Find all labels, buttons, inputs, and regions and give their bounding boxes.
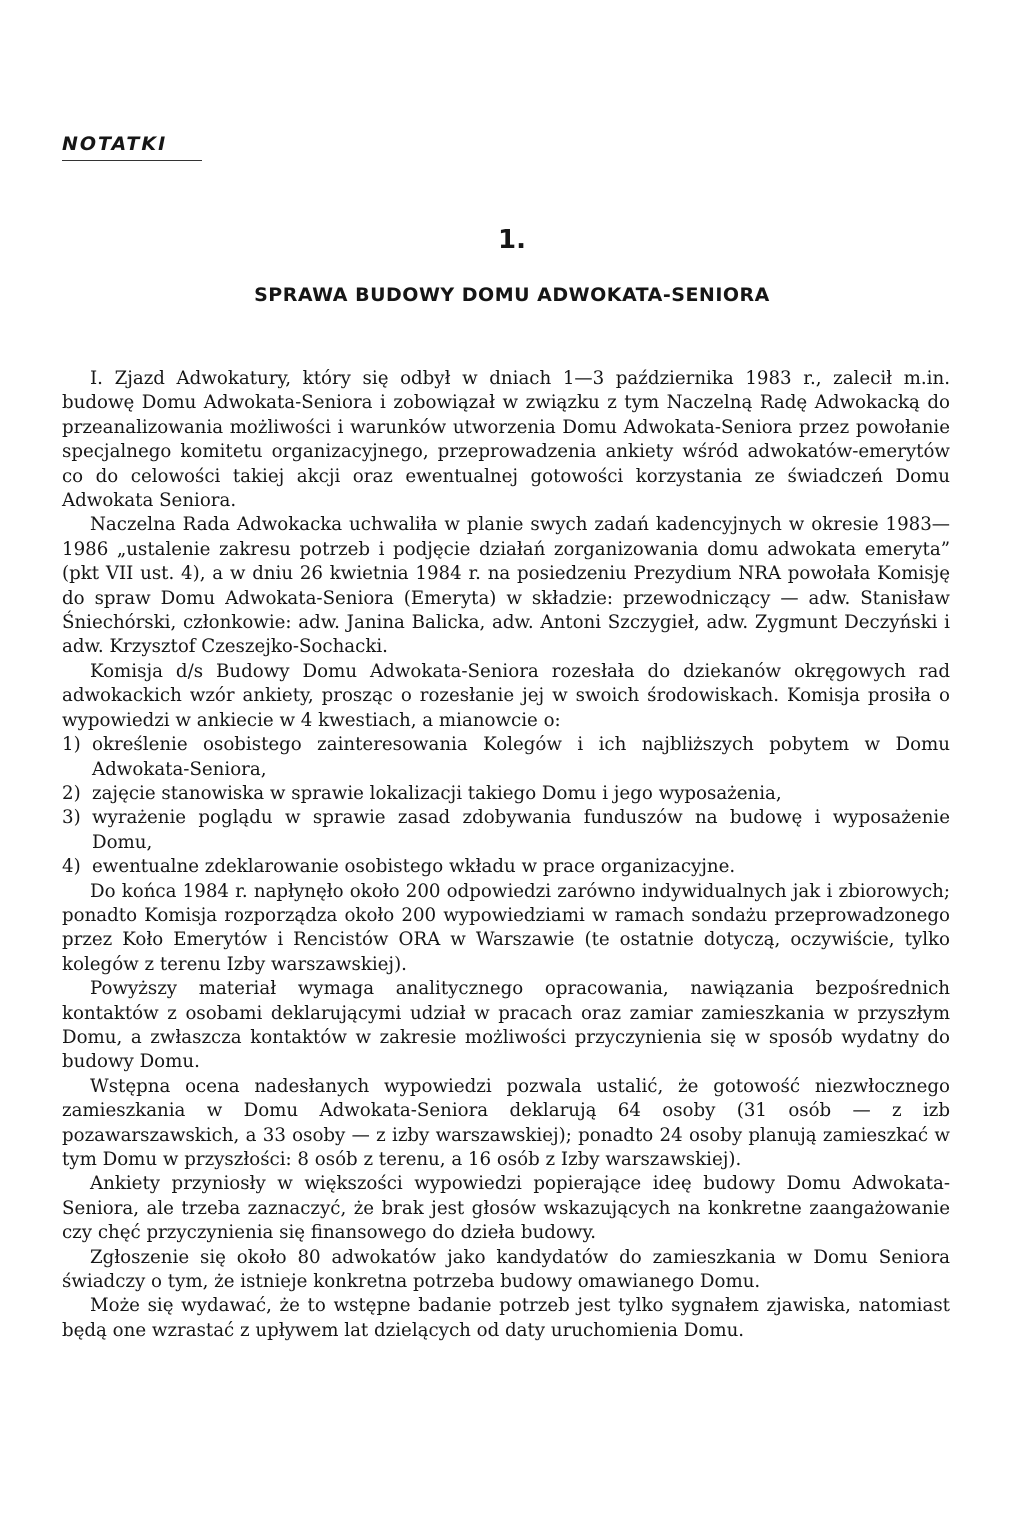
list-item-number: 3) xyxy=(62,807,81,829)
paragraph: Do końca 1984 r. napłynęło około 200 odpowiedzi zarówno indywidualnych jak i zbiorowych; ponadto Komisja rozporządza około 200 wypowiedziami w ramach sondażu przeprowadzonego przez Koło Emerytów i Rencistów ORA w Warszawie (te ostatnie dotyczą, oczywiście, tylko kolegów z terenu Izby warszawskiej). xyxy=(62,880,950,975)
list-item-text: ewentualne zdeklarowanie osobistego wkładu w prace organizacyjne. xyxy=(92,856,736,878)
paragraph: Ankiety przyniosły w większości wypowiedzi popierające ideę budowy Domu Adwokata-Seniora, ale trzeba zaznaczyć, że brak jest głosów wskazujących na konkretne zaangażowanie czy chęć przyczynienia się finansowego do dzieła budowy. xyxy=(62,1173,950,1244)
list-item xyxy=(62,733,950,782)
article-body xyxy=(62,367,950,1343)
list-item xyxy=(62,855,950,879)
section-header: NOTATKI xyxy=(62,133,168,155)
list-item xyxy=(62,782,950,806)
list-item-number: 1) xyxy=(62,734,81,756)
header-underline xyxy=(62,160,202,161)
paragraph: Naczelna Rada Adwokacka uchwaliła w planie swych zadań kadencyjnych w okresie 1983—1986 „ustalenie zakresu potrzeb i podjęcie działań zorganizowania domu adwokata emeryta” (pkt VII ust. 4), a w dniu 26 kwietnia 1984 r. na posiedzeniu Prezydium NRA powołała Komisję do spraw Domu Adwokata-Seniora (Emeryta) w składzie: przewodniczący — adw. Stanisław Śniechórski, członkowie: adw. Janina Balicka, adw. Antoni Szczygieł, adw. Zygmunt Deczyński i adw. Krzysztof Czeszejko-Sochacki. xyxy=(62,514,950,658)
chapter-title: SPRAWA BUDOWY DOMU ADWOKATA-SENIORA xyxy=(254,284,770,306)
questions-list xyxy=(62,733,950,879)
paragraph: Wstępna ocena nadesłanych wypowiedzi pozwala ustalić, że gotowość niezwłocznego zamieszkania w Domu Adwokata-Seniora deklarują 64 osoby (31 osób — z izb pozawarszawskich, a 33 osoby — z izby warszawskiej); ponadto 24 osoby planują zamieszkać w tym Domu w przyszłości: 8 osób z terenu, a 16 osób z Izby warszawskiej). xyxy=(62,1075,950,1170)
paragraph: Może się wydawać, że to wstępne badanie potrzeb jest tylko sygnałem zjawiska, natomiast będą one wzrastać z upływem lat dzielących od daty uruchomienia Domu. xyxy=(62,1295,950,1341)
chapter-number: 1. xyxy=(498,225,526,255)
list-item-text: wyrażenie poglądu w sprawie zasad zdobywania funduszów na budowę i wyposażenie Domu, xyxy=(92,807,950,853)
paragraph: I. Zjazd Adwokatury, który się odbył w dniach 1—3 października 1983 r., zalecił m.in. budowę Domu Adwokata-Seniora i zobowiązał w związku z tym Naczelną Radę Adwokacką do przeanalizowania możliwości i warunków utworzenia Domu Adwokata-Seniora przez powołanie specjalnego komitetu organizacyjnego, przeprowadzenia ankiety wśród adwokatów-emerytów co do celowości takiej akcji oraz ewentualnej gotowości korzystania ze świadczeń Domu Adwokata Seniora. xyxy=(62,368,950,512)
paragraph: Zgłoszenie się około 80 adwokatów jako kandydatów do zamieszkania w Domu Seniora świadczy o tym, że istnieje konkretna potrzeba budowy omawianego Domu. xyxy=(62,1246,950,1293)
list-item-number: 4) xyxy=(62,856,81,878)
list-item-text: zajęcie stanowiska w sprawie lokalizacji takiego Domu i jego wyposażenia, xyxy=(92,782,782,804)
paragraph: Powyższy materiał wymaga analitycznego opracowania, nawiązania bezpośrednich kontaktów z osobami deklarującymi udział w pracach oraz zamiar zamieszkania w przyszłym Domu, a zwłaszcza kontaktów w zakresie możliwości przyczynienia się w sposób wydatny do budowy Domu. xyxy=(62,978,950,1073)
list-item-number: 2) xyxy=(62,782,81,804)
paragraph: Komisja d/s Budowy Domu Adwokata-Seniora rozesłała do dziekanów okręgowych rad adwokackich wzór ankiety, prosząc o rozesłanie jej w swoich środowiskach. Komisja prosiła o wypowiedzi w ankiecie w 4 kwestiach, a mianowcie o: xyxy=(62,660,950,731)
list-item xyxy=(62,806,950,855)
list-item-text: określenie osobistego zainteresowania Kolegów i ich najbliższych pobytem w Domu Adwokata-Seniora, xyxy=(92,734,950,780)
